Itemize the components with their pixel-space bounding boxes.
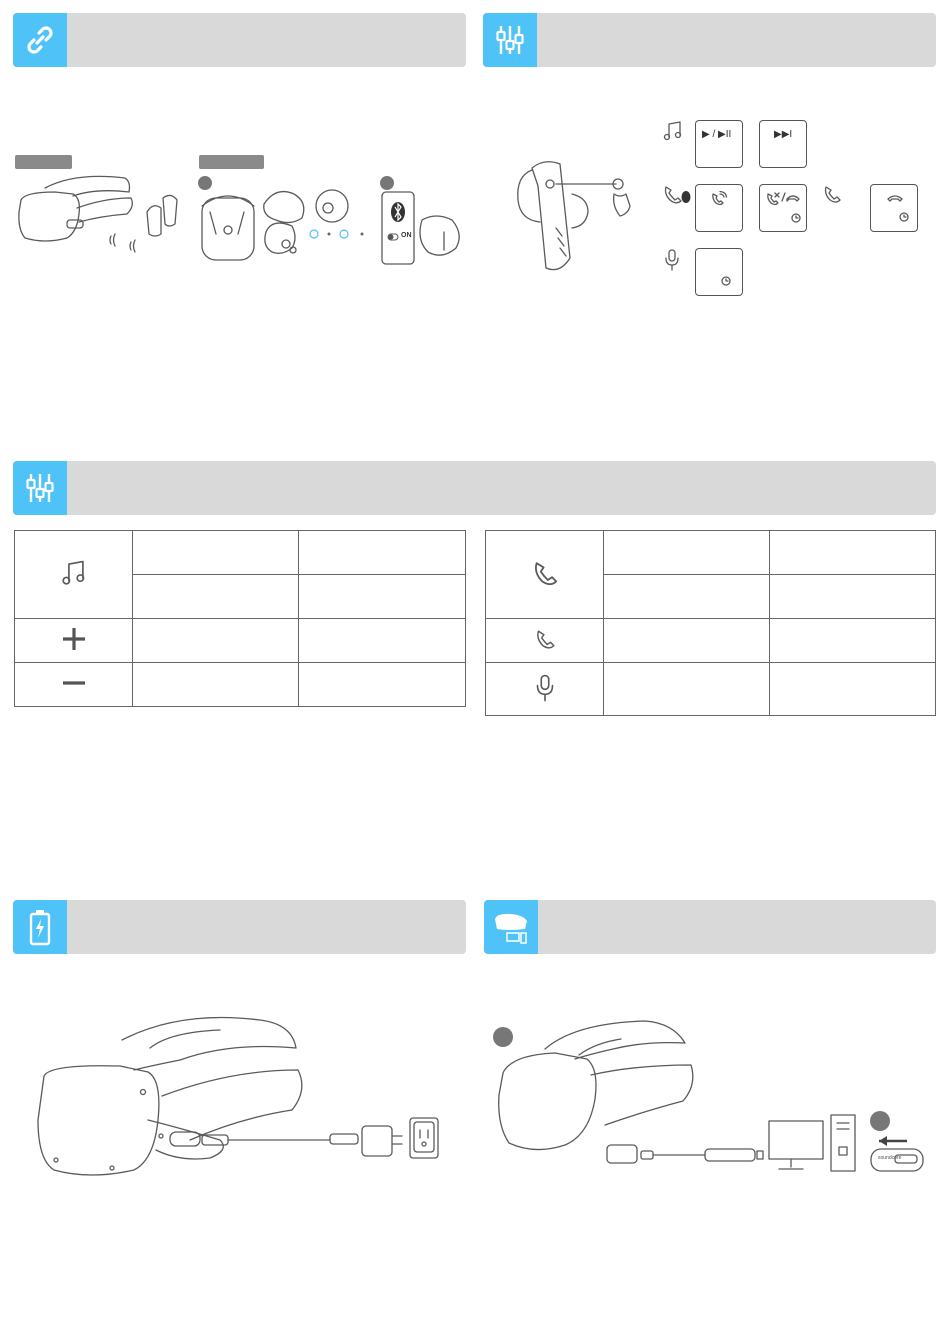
section-header-pairing bbox=[13, 13, 466, 67]
table-cell bbox=[133, 619, 299, 663]
table-cell bbox=[604, 663, 770, 716]
table-cell bbox=[770, 619, 936, 663]
phone-small-icon-cell bbox=[486, 619, 604, 663]
phone-bluetooth-illustration bbox=[378, 190, 468, 270]
next-track-button-diagram bbox=[759, 120, 807, 168]
phone-bluetooth-icon bbox=[662, 184, 692, 206]
call-mic-controls-table bbox=[485, 530, 936, 716]
section-header-dongle bbox=[484, 900, 936, 954]
table-cell bbox=[299, 663, 466, 707]
vr-headset-with-earbuds-illustration bbox=[15, 168, 185, 268]
table-cell bbox=[299, 531, 466, 575]
pairing-label-b bbox=[199, 155, 264, 169]
table-cell bbox=[604, 619, 770, 663]
table-cell bbox=[133, 531, 299, 575]
play-pause-label: ▶ / ▶II bbox=[702, 129, 732, 140]
music-note-icon-cell bbox=[15, 531, 133, 619]
section-header-controls bbox=[483, 13, 936, 67]
play-pause-button-diagram bbox=[695, 120, 743, 168]
answer-call-button-diagram bbox=[695, 184, 743, 232]
pairing-step-2-marker bbox=[380, 176, 394, 190]
phone-icon bbox=[531, 558, 559, 588]
bluetooth-toggle-label: ON bbox=[401, 232, 412, 239]
phone-icon-cell bbox=[486, 531, 604, 619]
reject-end-call-button-diagram bbox=[759, 184, 807, 232]
table-cell bbox=[770, 575, 936, 619]
battery-charging-icon bbox=[13, 900, 67, 954]
microphone-icon bbox=[664, 248, 680, 272]
section-header-controls-table bbox=[13, 461, 936, 515]
table-cell bbox=[299, 619, 466, 663]
table-cell bbox=[133, 575, 299, 619]
dongle-headset-computer-illustration bbox=[495, 1015, 930, 1185]
table-cell bbox=[133, 663, 299, 707]
plus-icon bbox=[61, 626, 87, 652]
dongle-brand-label: soundcore bbox=[878, 1155, 902, 1161]
minus-icon bbox=[61, 670, 87, 696]
vr-computer-icon bbox=[484, 900, 538, 954]
music-volume-controls-table bbox=[14, 530, 466, 707]
table-cell bbox=[604, 575, 770, 619]
microphone-icon bbox=[535, 672, 555, 704]
pairing-step-1-marker bbox=[198, 176, 212, 190]
music-note-icon bbox=[60, 559, 88, 587]
pairing-label-a bbox=[15, 155, 72, 169]
charging-headset-illustration bbox=[30, 1000, 450, 1190]
table-cell bbox=[299, 575, 466, 619]
equalizer-icon bbox=[13, 461, 67, 515]
phone-small-icon bbox=[534, 628, 556, 650]
next-track-label: ▶▶I bbox=[774, 129, 793, 140]
music-note-icon bbox=[662, 120, 684, 142]
hang-up-button-diagram bbox=[870, 184, 918, 232]
mute-mic-button-diagram bbox=[695, 248, 743, 296]
table-cell bbox=[604, 531, 770, 575]
minus-icon-cell bbox=[15, 663, 133, 707]
table-cell bbox=[770, 531, 936, 575]
table-cell bbox=[770, 663, 936, 716]
plus-icon-cell bbox=[15, 619, 133, 663]
section-header-charging bbox=[13, 900, 466, 954]
earbuds-case-illustration bbox=[196, 176, 376, 268]
equalizer-icon bbox=[483, 13, 537, 67]
microphone-icon-cell bbox=[486, 663, 604, 716]
phone-icon bbox=[822, 184, 842, 204]
earbud-tap-illustration bbox=[510, 150, 640, 280]
link-icon bbox=[13, 13, 67, 67]
